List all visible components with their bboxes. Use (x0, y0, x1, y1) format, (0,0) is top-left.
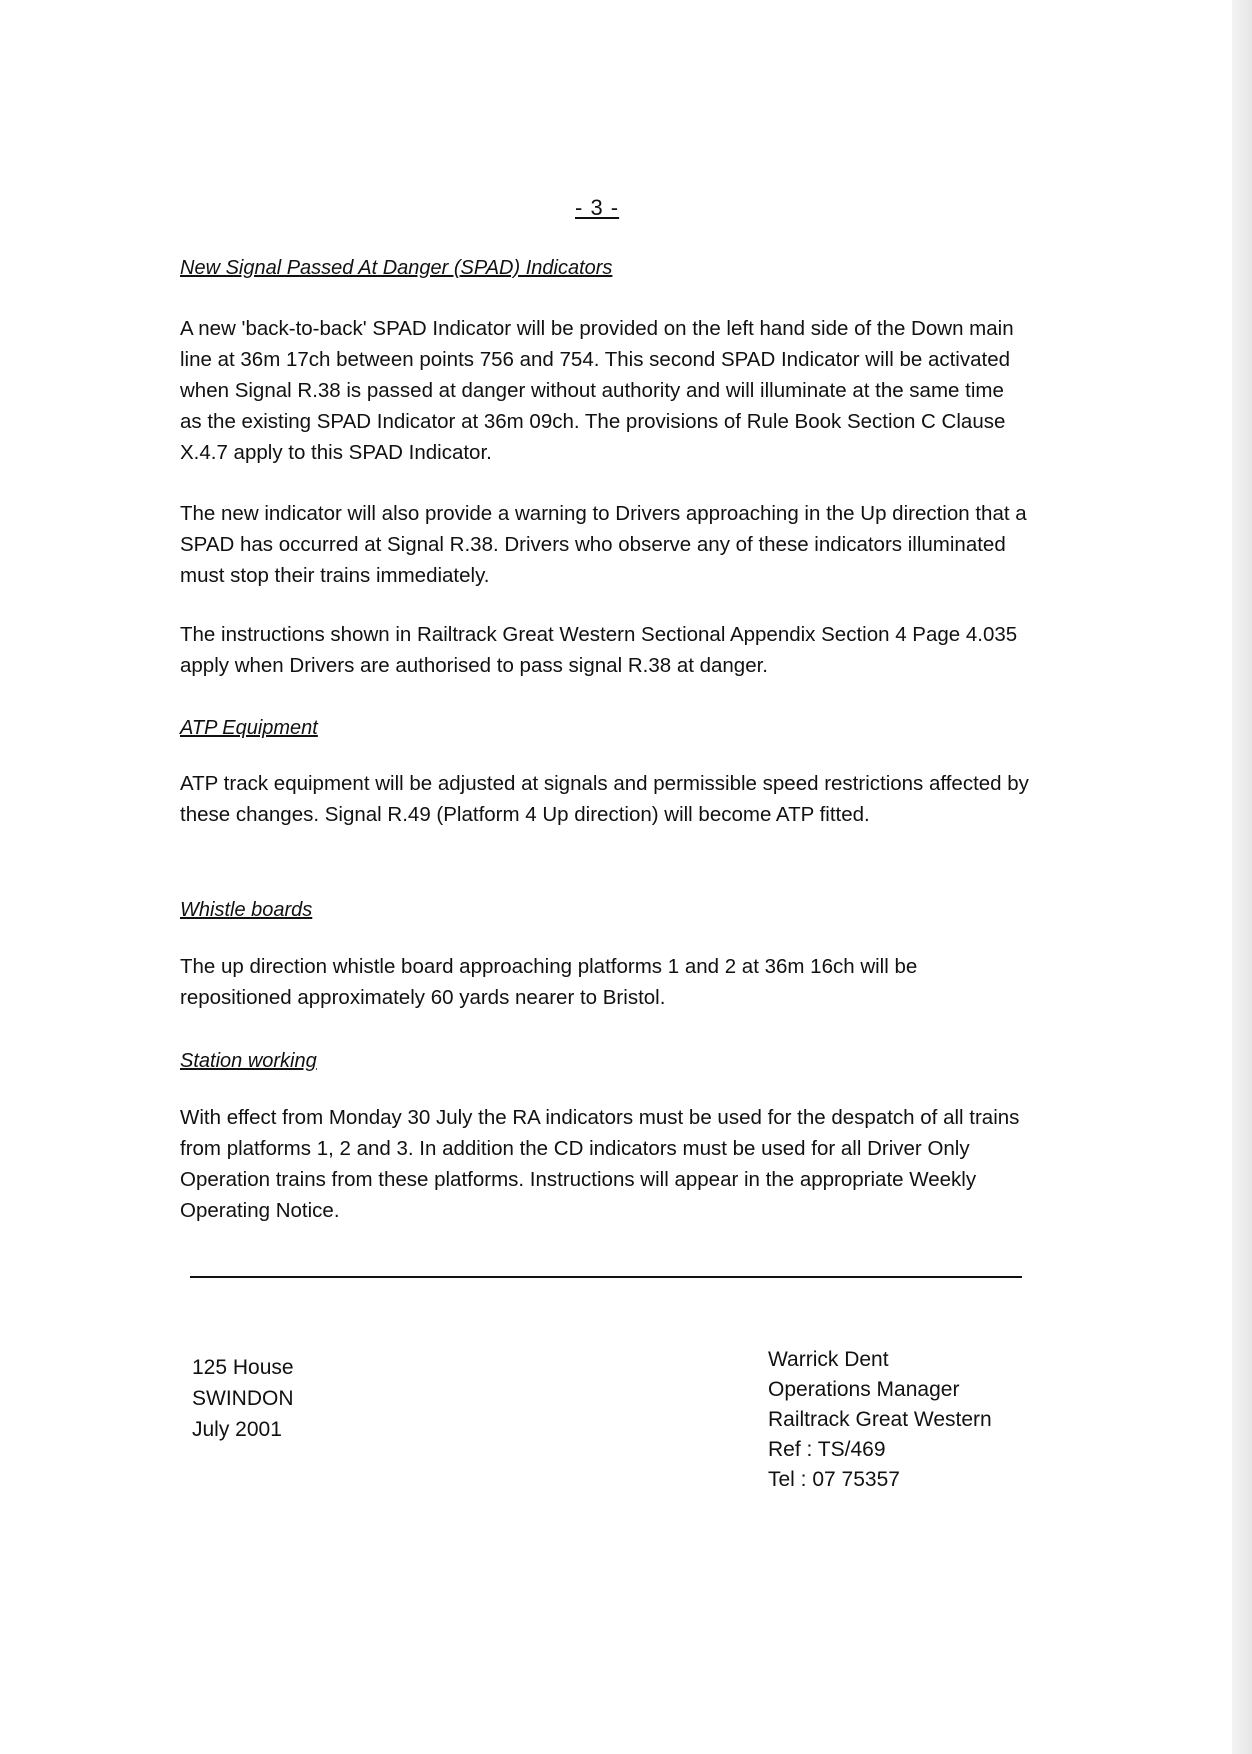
address-line: July 2001 (192, 1418, 282, 1441)
footer-divider (190, 1276, 1022, 1278)
section-heading-station-working: Station working (180, 1050, 317, 1072)
section-heading-atp-equipment: ATP Equipment (180, 717, 318, 739)
signatory-name: Warrick Dent (768, 1348, 889, 1371)
section-heading-spad-indicators: New Signal Passed At Danger (SPAD) Indicators (180, 257, 613, 279)
scan-edge-shadow (1232, 0, 1252, 1754)
signatory-reference: Ref : TS/469 (768, 1438, 886, 1461)
paragraph-spad-3: The instructions shown in Railtrack Great Western Sectional Appendix Section 4 Page 4.035 apply when Drivers are authorised to pass signal R.38 at danger. (180, 623, 1018, 677)
signatory-telephone: Tel : 07 75357 (768, 1468, 900, 1491)
paragraph-spad-2: The new indicator will also provide a warning to Drivers approaching in the Up direction that a SPAD has occurred at Signal R.38. Drivers who observe any of these indicators illuminated must stop their trains immediately. (180, 502, 1027, 587)
address-line: 125 House (192, 1356, 294, 1379)
section-heading-whistle-boards: Whistle boards (180, 899, 313, 921)
signatory-organisation: Railtrack Great Western (768, 1408, 992, 1431)
signatory-title: Operations Manager (768, 1378, 960, 1401)
paragraph-whistle: The up direction whistle board approaching platforms 1 and 2 at 36m 16ch will be repositioned approximately 60 yards nearer to Bristol. (180, 955, 918, 1009)
paragraph-station-working: With effect from Monday 30 July the RA indicators must be used for the despatch of all trains from platforms 1, 2 and 3. In addition the CD indicators must be used for all Driver Only Operation trains from these platforms. Instructions will appear in the appropriate Weekly Operating Notice. (180, 1106, 1020, 1222)
footer-address (192, 1352, 294, 1445)
paragraph-spad-1: A new 'back-to-back' SPAD Indicator will be provided on the left hand side of the Down main line at 36m 17ch between points 756 and 754. This second SPAD Indicator will be activated when Signal R.38 is passed at danger without authority and will illuminate at the same time as the existing SPAD Indicator at 36m 09ch. The provisions of Rule Book Section C Clause X.4.7 apply to this SPAD Indicator. (180, 317, 1014, 464)
page-number: - 3 - (575, 195, 620, 220)
footer-signatory (768, 1345, 992, 1495)
address-line: SWINDON (192, 1387, 294, 1410)
paragraph-atp: ATP track equipment will be adjusted at signals and permissible speed restrictions affected by these changes. Signal R.49 (Platform 4 Up direction) will become ATP fitted. (180, 772, 1029, 826)
